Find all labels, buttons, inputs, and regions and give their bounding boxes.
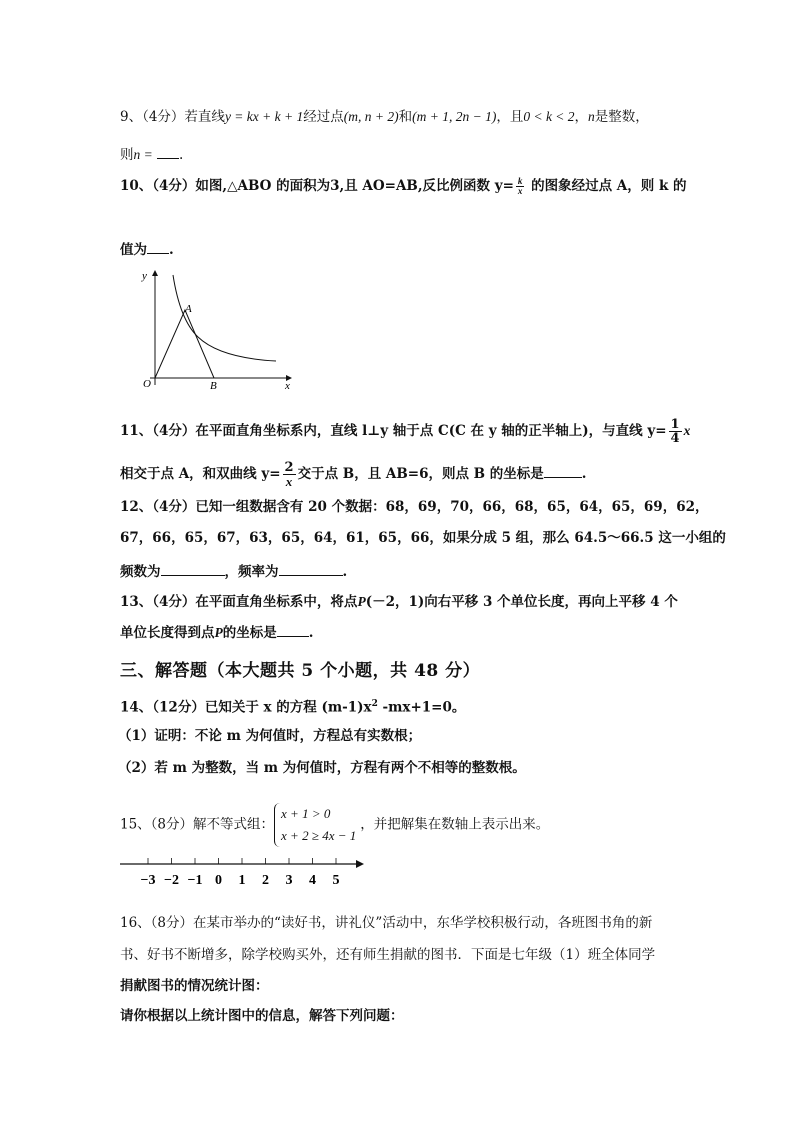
question-16-line-3: 捐献图书的情况统计图： xyxy=(120,978,269,994)
question-13-line-2: 单位长度得到点P的坐标是 . xyxy=(120,622,313,643)
answer-blank[interactable] xyxy=(544,463,582,478)
tick-label: −3 xyxy=(140,873,156,888)
q9-line-equation: y = kx + k + 1 xyxy=(224,109,304,124)
answer-blank[interactable] xyxy=(157,144,179,159)
label-O: O xyxy=(143,378,151,390)
answer-blank-frequency[interactable] xyxy=(161,561,225,576)
fraction-two-over-x: $\frac{2}{x}$ xyxy=(284,460,294,489)
answer-blank[interactable] xyxy=(147,239,169,254)
tick-label: 5 xyxy=(332,873,340,888)
tick-label: 0 xyxy=(215,873,222,888)
tick-label: 4 xyxy=(309,873,316,888)
tick-label: 2 xyxy=(262,873,269,888)
q10-figure xyxy=(128,265,303,395)
label-A: A xyxy=(185,303,192,315)
question-16-line-2: 书、好书不断增多，除学校购买外，还有师生捐献的图书．下面是七年级（1）班全体同学 xyxy=(120,947,656,963)
tick-label: −2 xyxy=(164,873,179,888)
question-16-line-4: 请你根据以上统计图中的信息，解答下列问题： xyxy=(120,1008,404,1024)
question-14-part-1: （1）证明：不论 m 为何值时，方程总有实数根； xyxy=(118,728,422,744)
question-16: 16、（8分）在某市举办的“读好书，讲礼仪”活动中，东华学校积极行动，各班图书角的新 xyxy=(120,915,653,931)
answer-blank[interactable] xyxy=(277,622,309,637)
question-14-part-2: （2）若 m 为整数，当 m 为何值时，方程有两个不相等的整数根。 xyxy=(118,760,526,776)
question-14: 14、（12分）已知关于 x 的方程 $(m-1)x^2$ -mx+1=0。 xyxy=(120,699,466,716)
answer-blank-rate[interactable] xyxy=(279,561,343,576)
question-12-line-2: 67，66，65，67，63，65，64，61，65，66，如果分成 5 组，那么 64.5～66.5 这一小组的 xyxy=(120,530,726,546)
q9-point-2: (m + 1, 2n − 1) xyxy=(412,109,497,124)
q9-condition: 0 < k < 2 xyxy=(523,109,575,124)
q9-point-1: (m, n + 2) xyxy=(343,109,399,124)
tick-label: −1 xyxy=(187,873,203,888)
triangle-ABO xyxy=(155,310,214,378)
fraction-one-quarter: $\frac{1}{4}$ xyxy=(670,417,680,446)
question-12-line-3: 频数为 ，频率为 . xyxy=(120,561,347,582)
question-11-line-2: 相交于点 A，和双曲线 y= $\frac{2}{x}$ 交于点 B，且 AB=6，则点 B 的坐标是 . xyxy=(120,460,587,489)
question-10: 10、（4分）如图,△ABO 的面积为3,且 AO=AB,反比例函数 y= $\frac{k}{x}$ 的图象经过点 A，则 k 的 xyxy=(120,176,687,196)
question-11: 11、（4分）在平面直角坐标系内，直线 l⊥y 轴于点 C(C 在 y 轴的正半轴上)，与直线 y= $\frac{1}{4}$ x xyxy=(120,417,691,446)
label-y: y xyxy=(142,270,147,282)
question-9: 9、（4分）若直线y = kx + k + 1经过点(m, n + 2)和(m + 1, 2n − 1)，且0 < k < 2，n是整数， xyxy=(120,109,649,125)
question-9-line-2: 则n = . xyxy=(120,144,183,165)
tick-label: 1 xyxy=(238,873,246,888)
tick-label: 3 xyxy=(285,873,293,888)
number-line xyxy=(118,850,368,892)
section-3-heading: 三、解答题（本大题共 5 个小题，共 48 分） xyxy=(120,661,481,681)
inequality-system: x + 1 > 0 x + 2 ≥ 4x − 1 xyxy=(274,803,360,847)
question-10-line-2: 值为 . xyxy=(120,239,174,260)
question-13: 13、（4分）在平面直角坐标系中，将点P(－2，1)向右平移 3 个单位长度，再向上平移 4 个 xyxy=(120,594,678,610)
fraction-k-over-x: $\frac{k}{x}$ xyxy=(517,176,523,196)
label-B: B xyxy=(210,380,217,392)
question-15: 15、（8分）解不等式组： x + 1 > 0 x + 2 ≥ 4x − 1 ，并把解集在数轴上表示出来。 xyxy=(120,803,549,847)
label-x: x xyxy=(285,380,290,392)
question-12: 12、（4分）已知一组数据含有 20 个数据：68，69，70，66，68，65，64，65，69，62， xyxy=(120,499,709,515)
